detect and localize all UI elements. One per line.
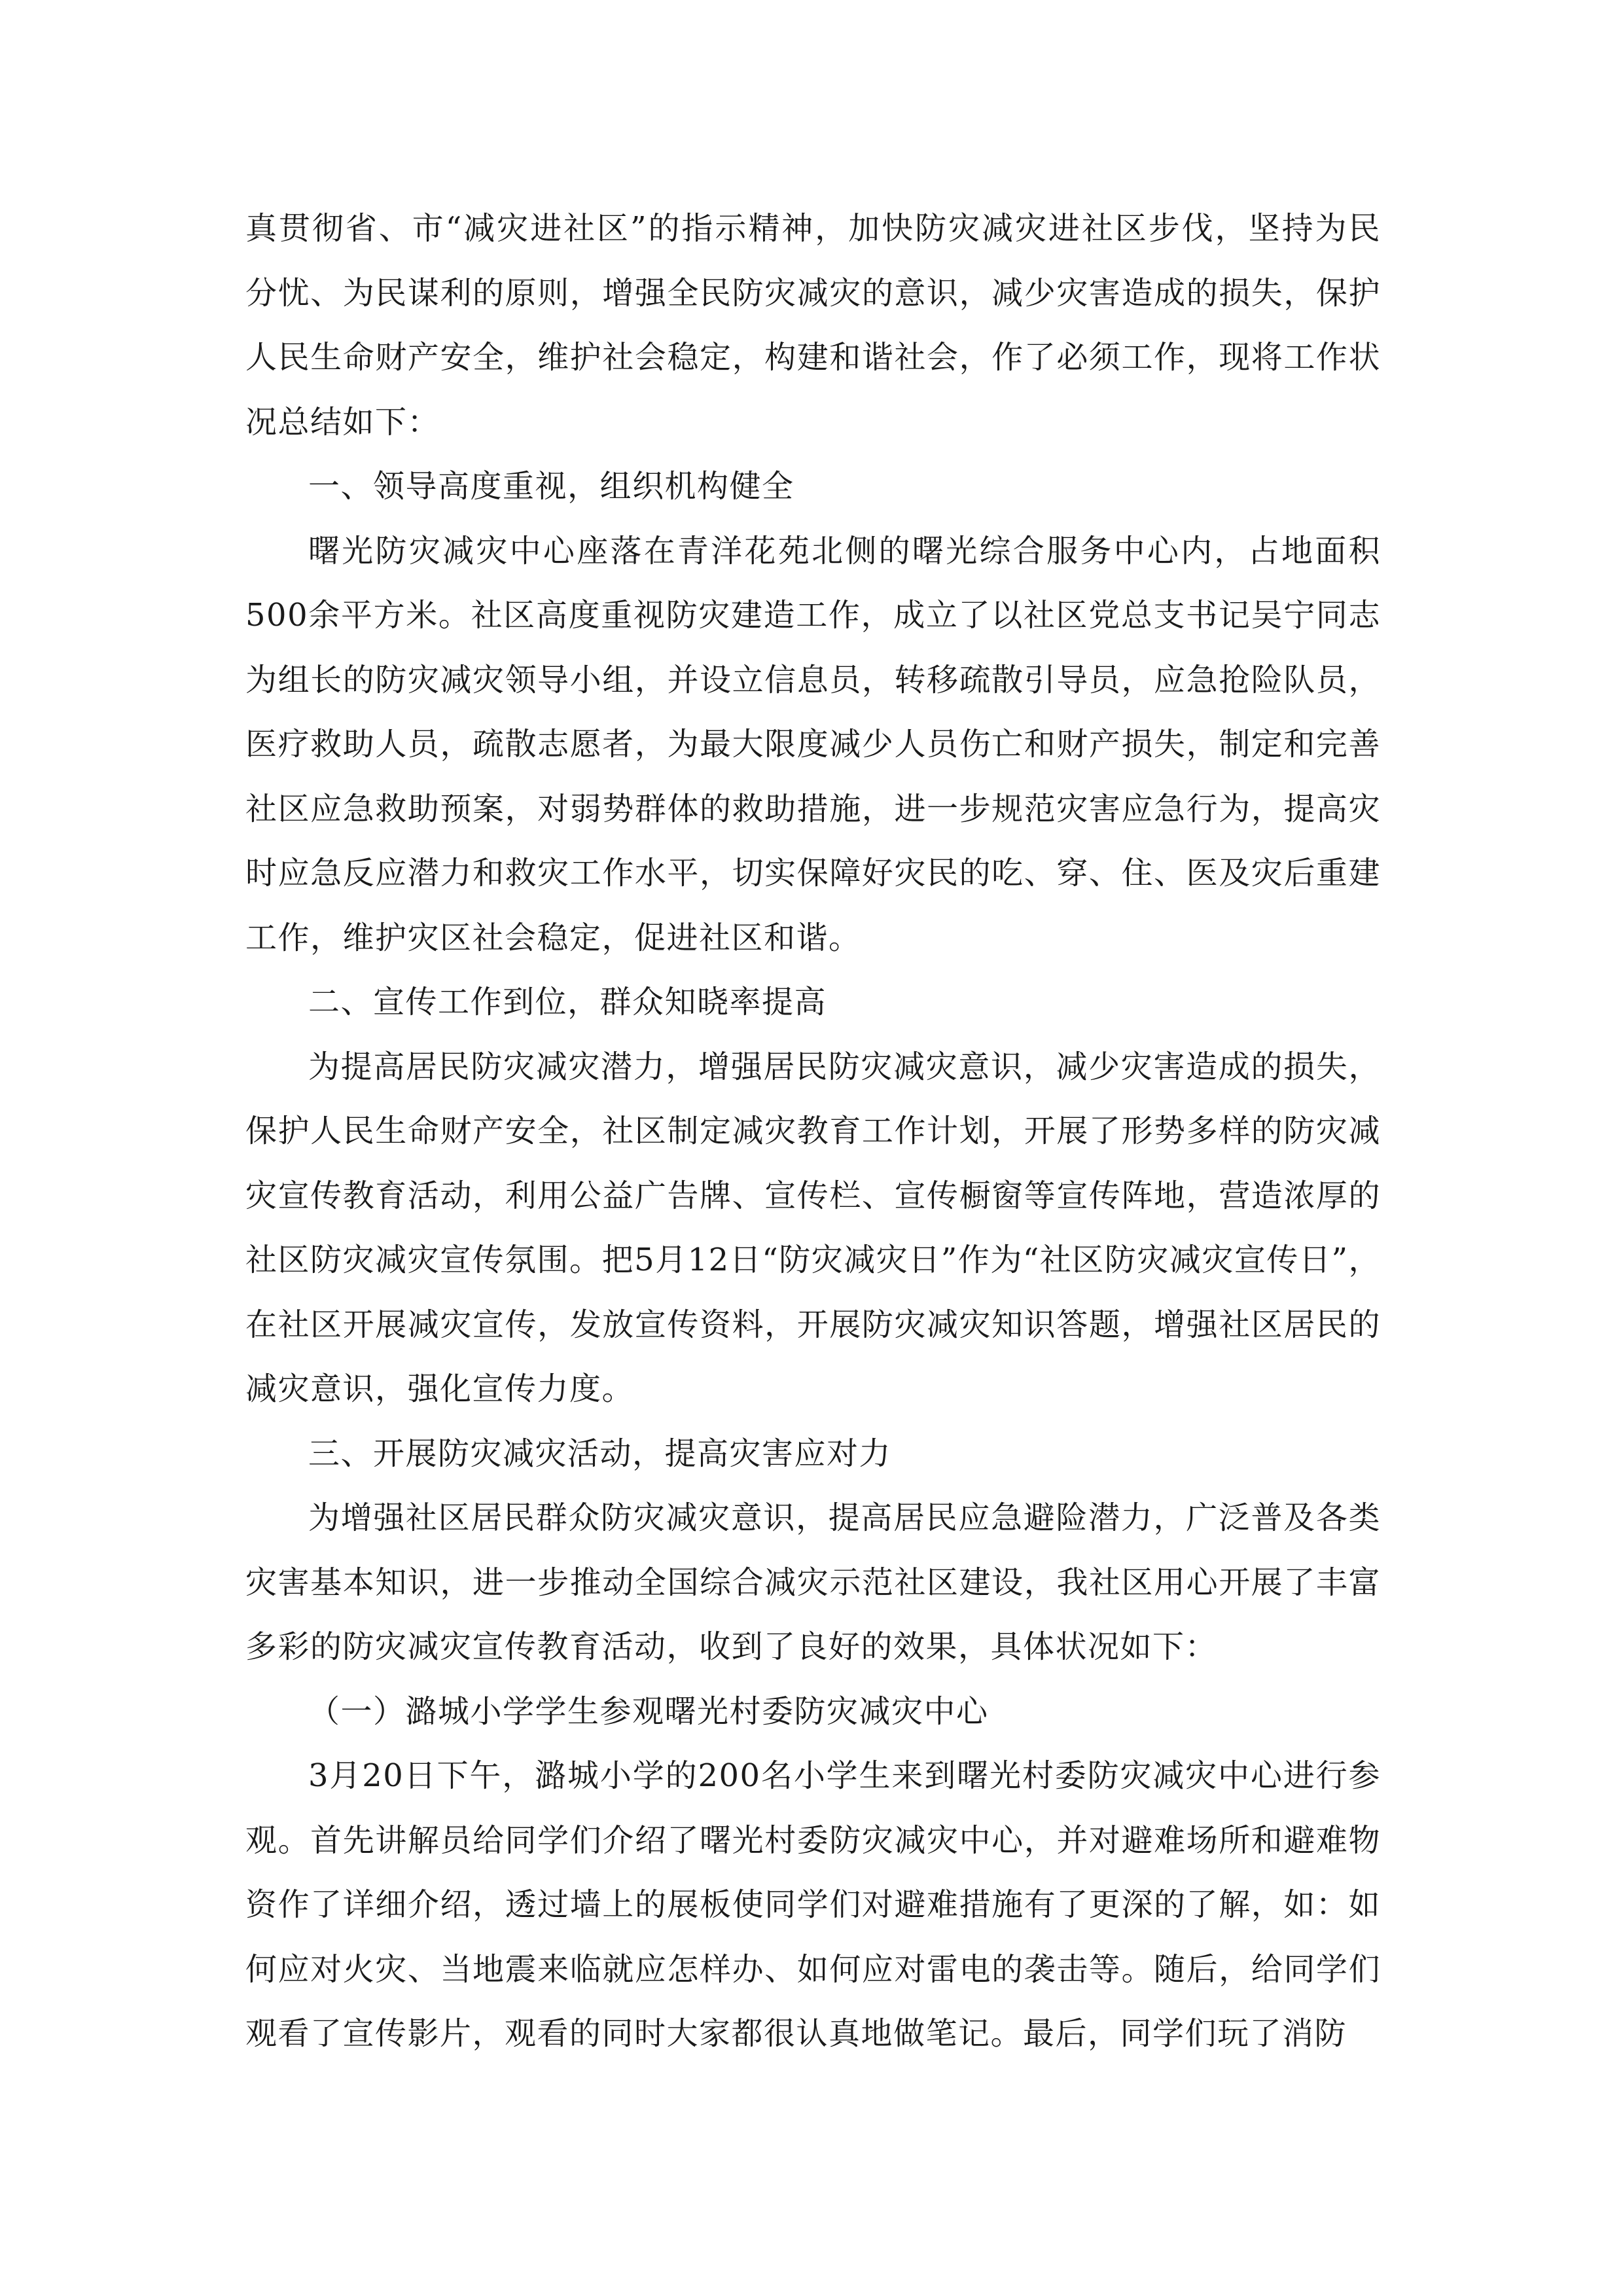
section-heading: 二、宣传工作到位，群众知晓率提高 xyxy=(308,984,827,1020)
body-paragraph: 为增强社区居民群众防灾减灾意识，提高居民应急避险潜力，广泛普及各类灾害基本知识，进一步推动全国综合减灾示范社区建设，我社区用心开展了丰富多彩的防灾减灾宣传教育活动，收到了良好的效果，具体状况如下： xyxy=(245,1499,1381,1665)
subsection-heading: （一）潞城小学学生参观曙光村委防灾减灾中心 xyxy=(308,1693,989,1730)
body-paragraph: 为提高居民防灾减灾潜力，增强居民防灾减灾意识，减少灾害造成的损失，保护人民生命财产安全，社区制定减灾教育工作计划，开展了形势多样的防灾减灾宣传教育活动，利用公益广告牌、宣传栏、宣传橱窗等宣传阵地，营造浓厚的社区防灾减灾宣传氛围。把5月12日“防灾减灾日”作为“社区防灾减灾宣传日”，在社区开展减灾宣传，发放宣传资料，开展防灾减灾知识答题，增强社区居民的减灾意识，强化宣传力度。 xyxy=(245,1048,1381,1407)
section-heading: 三、开展防灾减灾活动，提高灾害应对力 xyxy=(308,1435,892,1472)
body-paragraph: 3月20日下午，潞城小学的200名小学生来到曙光村委防灾减灾中心进行参观。首先讲解员给同学们介绍了曙光村委防灾减灾中心，并对避难场所和避难物资作了详细介绍，透过墙上的展板使同学们对避难措施有了更深的了解，如：如何应对火灾、当地震来临就应怎样办、如何应对雷电的袭击等。随后，给同学们观看了宣传影片，观看的同时大家都很认真地做笔记。最后，同学们玩了消防 xyxy=(245,1757,1381,2052)
section-heading: 一、领导高度重视，组织机构健全 xyxy=(308,468,794,505)
document-page xyxy=(245,196,1381,2066)
body-paragraph: 真贯彻省、市“减灾进社区”的指示精神，加快防灾减灾进社区步伐，坚持为民分忧、为民谋利的原则，增强全民防灾减灾的意识，减少灾害造成的损失，保护人民生命财产安全，维护社会稳定，构建和谐社会，作了必须工作，现将工作状况总结如下： xyxy=(245,210,1381,440)
body-paragraph: 曙光防灾减灾中心座落在青洋花苑北侧的曙光综合服务中心内，占地面积500余平方米。社区高度重视防灾建造工作，成立了以社区党总支书记吴宁同志为组长的防灾减灾领导小组，并设立信息员，转移疏散引导员，应急抢险队员，医疗救助人员，疏散志愿者，为最大限度减少人员伤亡和财产损失，制定和完善社区应急救助预案，对弱势群体的救助措施，进一步规范灾害应急行为，提高灾时应急反应潜力和救灾工作水平，切实保障好灾民的吃、穿、住、医及灾后重建工作，维护灾区社会稳定，促进社区和谐。 xyxy=(245,532,1381,956)
